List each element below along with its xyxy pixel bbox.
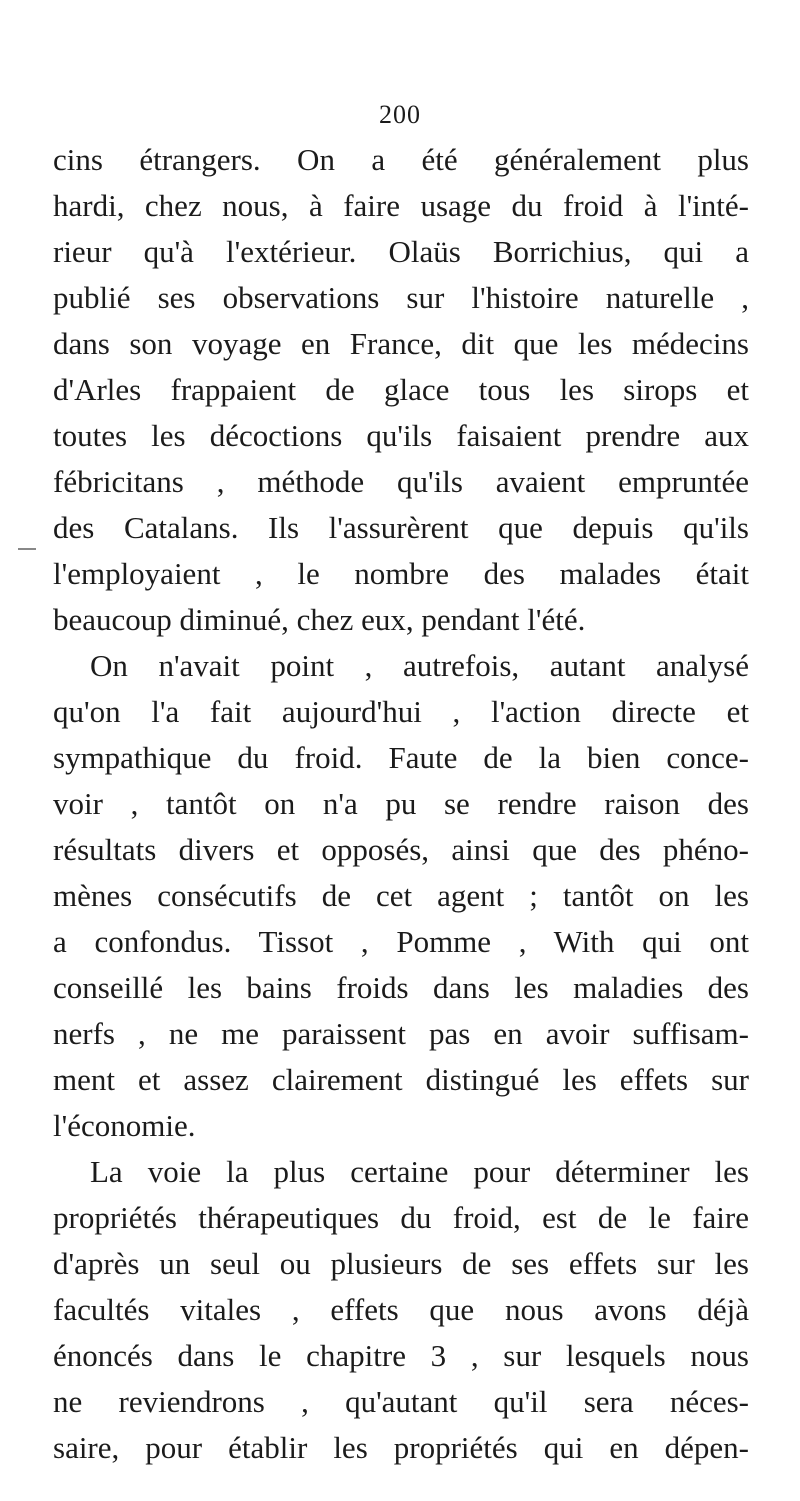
page-number: 200 xyxy=(379,100,421,129)
text-line: énoncés dans le chapitre 3 , sur lesquels nous xyxy=(53,1338,749,1373)
text-line: On n'avait point , autrefois, autant analysé xyxy=(90,648,749,683)
text-line: mènes consécutifs de cet agent ; tantôt on les xyxy=(53,878,749,913)
margin-mark xyxy=(18,548,36,550)
text-line: résultats divers et opposés, ainsi que des phéno- xyxy=(53,832,749,867)
text-line: publié ses observations sur l'histoire naturelle , xyxy=(53,280,749,315)
text-line: ment et assez clairement distingué les effets sur xyxy=(53,1062,749,1097)
text-line: saire, pour établir les propriétés qui en dépen- xyxy=(53,1430,749,1465)
text-line: fébricitans , méthode qu'ils avaient empruntée xyxy=(53,464,749,499)
text-line: ne reviendrons , qu'autant qu'il sera néces- xyxy=(53,1384,749,1419)
text-line: qu'on l'a fait aujourd'hui , l'action directe et xyxy=(53,694,749,729)
text-line: d'après un seul ou plusieurs de ses effets sur les xyxy=(53,1246,749,1281)
text-line: beaucoup diminué, chez eux, pendant l'été. xyxy=(53,602,586,637)
text-line: d'Arles frappaient de glace tous les sirops et xyxy=(53,372,749,407)
text-line: dans son voyage en France, dit que les médecins xyxy=(53,326,749,361)
text-line: des Catalans. Ils l'assurèrent que depuis qu'ils xyxy=(53,510,749,545)
text-line: l'employaient , le nombre des malades était xyxy=(53,556,749,591)
text-line: nerfs , ne me paraissent pas en avoir suffisam- xyxy=(53,1016,749,1051)
text-line: cins étrangers. On a été généralement plus xyxy=(53,142,749,177)
text-line: hardi, chez nous, à faire usage du froid à l'inté- xyxy=(53,188,749,223)
text-line: sympathique du froid. Faute de la bien conce- xyxy=(53,740,749,775)
text-line: l'économie. xyxy=(53,1108,196,1143)
text-line: La voie la plus certaine pour déterminer les xyxy=(90,1154,749,1189)
text-line: a confondus. Tissot , Pomme , With qui ont xyxy=(53,924,749,959)
text-line: rieur qu'à l'extérieur. Olaüs Borrichius, qui a xyxy=(53,234,749,269)
text-line: facultés vitales , effets que nous avons déjà xyxy=(53,1292,749,1327)
text-line: propriétés thérapeutiques du froid, est de le faire xyxy=(53,1200,749,1235)
text-line: voir , tantôt on n'a pu se rendre raison des xyxy=(53,786,749,821)
text-line: toutes les décoctions qu'ils faisaient prendre aux xyxy=(53,418,749,453)
text-line: conseillé les bains froids dans les maladies des xyxy=(53,970,749,1005)
